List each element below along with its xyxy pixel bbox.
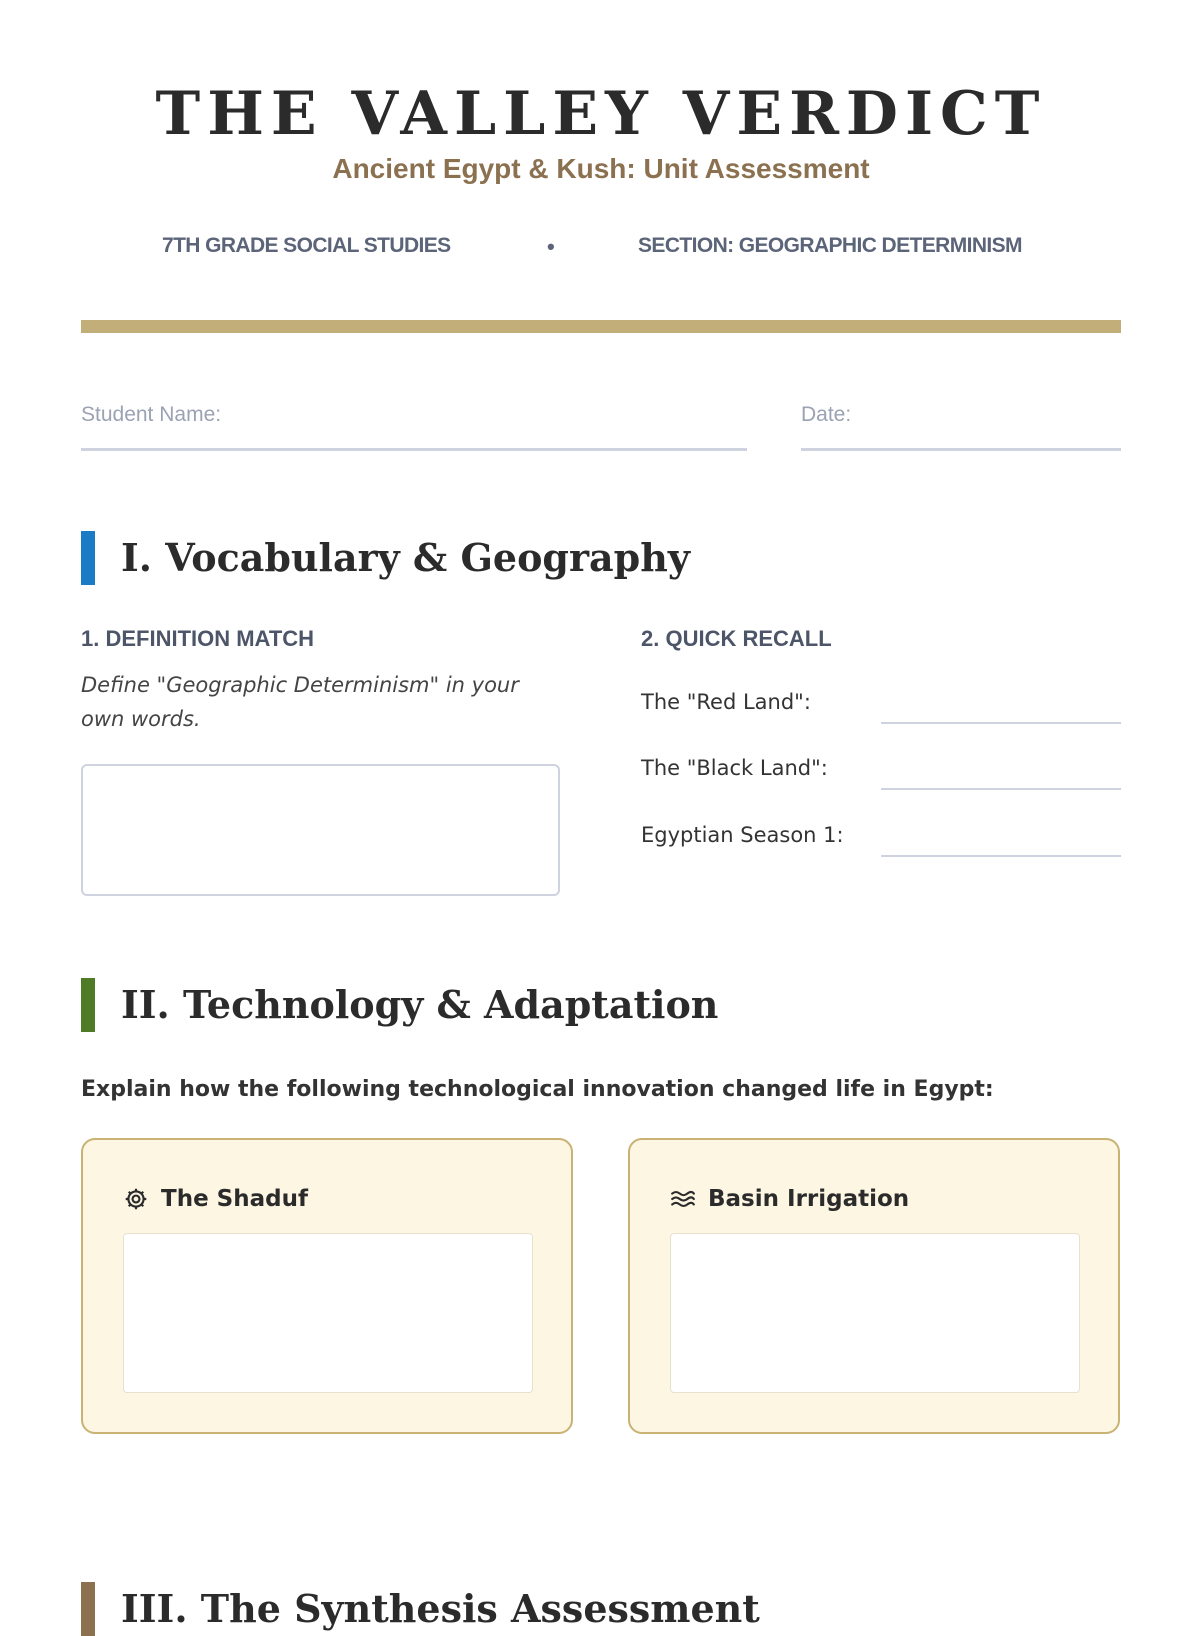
meta-separator: • [547,234,555,259]
definition-answer-box[interactable] [81,764,560,896]
section-2-instruction: Explain how the following technological innovation changed life in Egypt: [81,1077,994,1102]
student-info-row [81,398,1121,450]
section-2-accent-bar [81,978,95,1032]
grade-label: 7TH GRADE SOCIAL STUDIES [162,234,451,257]
definition-prompt: Define "Geographic Determinism" in your own words. [81,673,519,731]
section-label: SECTION: GEOGRAPHIC DETERMINISM [638,234,1022,257]
section-2-title: II. Technology & Adaptation [121,982,719,1027]
recall-item-label: The "Red Land": [641,690,811,714]
quick-recall-label: 2. QUICK RECALL [641,626,832,651]
basin-irrigation-card [628,1138,1120,1434]
recall-answer-line[interactable] [881,788,1121,790]
card-header [670,1182,909,1216]
student-name-field[interactable] [81,398,747,451]
section-3-accent-bar [81,1582,95,1636]
shaduf-card [81,1138,573,1434]
recall-item-label: Egyptian Season 1: [641,823,844,847]
recall-answer-line[interactable] [881,855,1121,857]
recall-answer-line[interactable] [881,722,1121,724]
definition-match-label: 1. DEFINITION MATCH [81,626,315,651]
page-title: THE VALLEY VERDICT [155,79,1047,149]
recall-item-label: The "Black Land": [641,756,828,780]
header-divider [81,320,1121,333]
page-subtitle: Ancient Egypt & Kush: Unit Assessment [332,153,870,184]
date-field[interactable] [801,398,1121,451]
gear-icon [123,1186,149,1212]
recall-item-black-land [641,746,1121,790]
section-1-accent-bar [81,531,95,585]
recall-item-season-1 [641,813,1121,857]
basin-irrigation-answer-box[interactable] [670,1233,1080,1393]
shaduf-answer-box[interactable] [123,1233,533,1393]
card-header [123,1182,308,1216]
meta-row [81,234,1121,264]
water-waves-icon [670,1186,696,1212]
student-name-label: Student Name: [81,403,222,426]
section-3-title: III. The Synthesis Assessment [121,1586,760,1631]
recall-item-red-land [641,680,1121,724]
date-label: Date: [801,403,852,426]
masthead [81,78,1121,186]
card-title: Basin Irrigation [708,1186,910,1212]
section-1-title: I. Vocabulary & Geography [121,535,690,580]
assessment-page [81,0,1121,1631]
card-title: The Shaduf [161,1186,308,1212]
